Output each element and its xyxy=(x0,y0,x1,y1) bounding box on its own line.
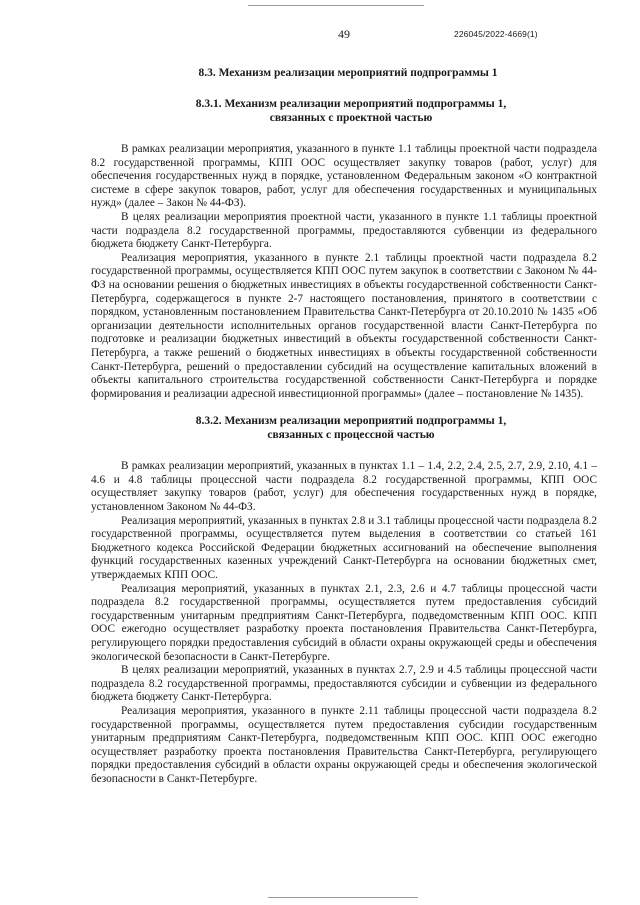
scan-line-bottom xyxy=(268,897,418,898)
subsection-1-title-line-1: 8.3.1. Механизм реализации мероприятий подпрограммы 1, xyxy=(195,98,507,110)
paragraph: Реализация мероприятий, указанных в пунктах 2.1, 2.3, 2.6 и 4.7 таблицы процессной части подраздела 8.2 государственной программы, осуществляется путем предоставления субсидий государственным унитарным предприятиям Санкт-Петербурга, подведомственным КПП ООС. КПП ООС ежегодно осуществляет разработку проекта постановления Правительства Санкт-Петербурга, регулирующего порядки предоставления субсидий в области охраны окружающей среды и обеспечения экологической безопасности в Санкт-Петербурге. xyxy=(91,582,597,663)
paragraph: В целях реализации мероприятий, указанных в пунктах 2.7, 2.9 и 4.5 таблицы процессной части подраздела 8.2 государственной программы, предоставляются субсидии и субвенции из федерального бюджета бюджету Санкт-Петербурга. xyxy=(91,664,597,704)
paragraph: Реализация мероприятий, указанных в пунктах 2.8 и 3.1 таблицы процессной части подраздела 8.2 государственной программы, осуществляется путем выделения в соответствии со статьей 161 Бюджетного кодекса Российской Федерации бюджетных ассигнований на обеспечение выполнения функций государственных казенных учреждений Санкт-Петербурга на основании бюджетных смет, утверждаемых КПП ООС. xyxy=(91,514,597,582)
section-title: 8.3. Механизм реализации мероприятий подпрограммы 1 xyxy=(198,67,498,79)
page-number: 49 xyxy=(338,27,350,41)
document-id: 226045/2022-4669(1) xyxy=(454,29,538,39)
paragraph: В рамках реализации мероприятия, указанного в пункте 1.1 таблицы проектной части подраздела 8.2 государственной программы, КПП ООС осуществляет закупку товаров (работ, услуг) для обеспечения государственных нужд в порядке, установленном Федеральным законом «О контрактной системе в сфере закупок товаров, работ, услуг для обеспечения государственных и муниципальных нужд» (далее – Закон № 44-ФЗ). xyxy=(91,143,597,210)
paragraph: Реализация мероприятия, указанного в пункте 2.1 таблицы проектной части подраздела 8.2 государственной программы, осуществляется КПП ООС путем закупок в соответствии с Законом № 44-ФЗ на основании решения о бюджетных инвестициях в объекты государственной собственности Санкт-Петербурга, содержащегося в пункте 2-7 настоящего постановления, принятого в соответствии с порядком, установленным постановлением Правительства Санкт-Петербурга от 20.10.2010 № 1435 «Об организации деятельности исполнительных органов государственной власти Санкт-Петербурга по подготовке и реализации бюджетных инвестиций в объекты государственной собственности Санкт-Петербурга, а также решений о бюджетных инвестициях в объекты государственной собственности Санкт-Петербурга, решений о предоставлении субсидий на осуществление капитальных вложений в объекты капитального строительства государственной собственности Санкт-Петербурга и порядке формирования и реализации адресной инвестиционной программы» (далее – постановление № 1435). xyxy=(91,251,597,400)
paragraph: Реализация мероприятия, указанного в пункте 2.11 таблицы процессной части подраздела 8.2 государственной программы, осуществляется путем предоставления субсидии государственным унитарным предприятиям Санкт-Петербурга, подведомственным КПП ООС. КПП ООС ежегодно осуществляет разработку проекта постановления Правительства Санкт-Петербурга, регулирующего порядки предоставления субсидий в области охраны окружающей среды и обеспечения экологической безопасности в Санкт-Петербурге. xyxy=(91,704,597,785)
subsection-2-title-line-1: 8.3.2. Механизм реализации мероприятий подпрограммы 1, xyxy=(195,415,507,428)
scan-line-top xyxy=(248,5,424,6)
paragraph: В целях реализации мероприятия проектной части, указанного в пункте 1.1 таблицы проектной части подраздела 8.2 государственной программы, предоставляются субвенции из федерального бюджета бюджету Санкт-Петербурга. xyxy=(91,210,597,251)
subsection-2-title-line-2: связанных с процессной частью xyxy=(267,429,435,442)
subsection-1-title-line-2: связанных с проектной частью xyxy=(269,112,433,124)
document-body xyxy=(91,66,597,787)
subsection-2-title xyxy=(91,414,597,442)
subsection-1-title xyxy=(91,97,597,125)
paragraph: В рамках реализации мероприятий, указанных в пунктах 1.1 – 1.4, 2.2, 2.4, 2.5, 2.7, 2.9, 2.10, 4.1 – 4.6 и 4.8 таблицы процессной части подраздела 8.2 государственной программы, КПП ООС осуществляет закупку товаров (работ, услуг) для обеспечения государственных нужд в порядке, установленном Законом № 44-ФЗ. xyxy=(91,460,597,514)
